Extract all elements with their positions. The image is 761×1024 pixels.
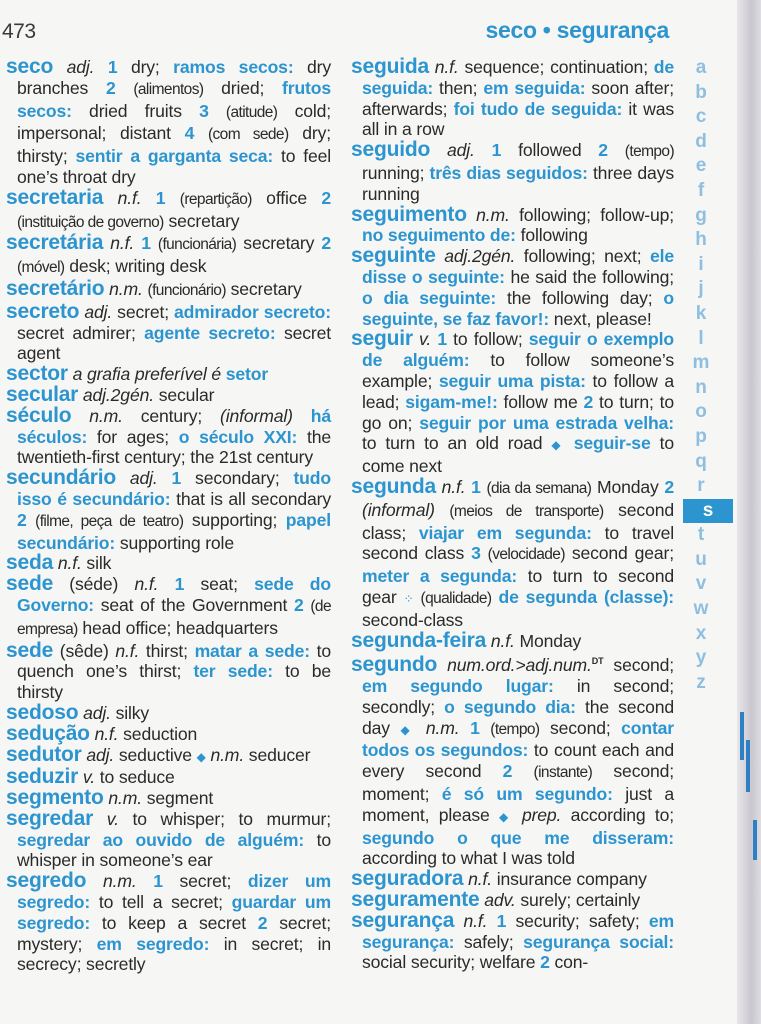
dictionary-entry: segredo n.m. 1 secret; dizer um segredo: to tell a secret; guardar um segredo: to keep a secret 2 secret; mystery; em segredo: in secret; in secrecy; secretly bbox=[6, 869, 332, 975]
index-letter-l: l bbox=[698, 327, 704, 349]
index-letter-m: m bbox=[692, 352, 710, 374]
dictionary-entry: século n.m. century; (informal) há séculos: for ages; o século XXI: the twentieth-first century; the 21st century bbox=[6, 403, 332, 468]
dictionary-entry: seguir v. 1 to follow; seguir o exemplo de alguém: to follow someone’s example; seguir uma pista: to follow a lead; sigam-me!: follow me 2 to turn; to go on; seguir por uma estrada velha: to turn to an old road ◆ seguir-se to come next bbox=[351, 327, 675, 477]
dictionary-entry: seduzir v. to seduce bbox=[6, 765, 175, 789]
dictionary-entry: seguida n.f. sequence; continuation; de seguida: then; em seguida: soon after; afterwards; foi tudo de seguida: it was all in a row bbox=[351, 55, 674, 140]
index-letter-a: a bbox=[695, 57, 707, 78]
index-letter-k: k bbox=[695, 302, 707, 324]
index-letter-x: x bbox=[695, 622, 707, 644]
index-letter-j: j bbox=[698, 278, 704, 300]
index-letter-t: t bbox=[697, 524, 705, 546]
dictionary-entry: segurança n.f. 1 security; safety; em segurança: safely; segurança social: social security; welfare 2 con- bbox=[351, 908, 674, 973]
index-letter-f: f bbox=[697, 179, 705, 201]
dictionary-entry: secretaria n.f. 1 (repartição) office 2 (instituição de governo) secretary bbox=[6, 185, 331, 231]
index-letter-q: q bbox=[695, 450, 707, 472]
page-edge bbox=[737, 0, 761, 1024]
index-letter-z: z bbox=[696, 671, 706, 693]
index-letter-o: o bbox=[695, 401, 707, 423]
dictionary-entry: secretária n.f. 1 (funcionária) secretary 2 (móvel) desk; writing desk bbox=[6, 231, 331, 277]
thumb-index-mark bbox=[753, 820, 757, 860]
index-letter-n: n bbox=[695, 376, 707, 398]
index-letter-s: s bbox=[683, 499, 733, 524]
index-letter-y: y bbox=[695, 647, 707, 669]
dictionary-entry: sedoso adj. silky bbox=[6, 700, 150, 724]
dictionary-entry: segmento n.m. segment bbox=[6, 786, 214, 810]
dictionary-entry: secretário n.m. (funcionário) secretary bbox=[6, 276, 302, 300]
index-letter-r: r bbox=[697, 475, 705, 497]
dictionary-entry: sector a grafia preferível é setor bbox=[6, 362, 269, 386]
dictionary-entry: secreto adj. secret; admirador secreto: secret admirer; agente secreto: secret agent bbox=[6, 299, 332, 364]
dictionary-entry: seguramente adv. surely; certainly bbox=[351, 887, 641, 911]
dictionary-entry: sede (sêde) n.f. thirst; matar a sede: to quench one’s thirst; ter sede: to be thirsty bbox=[6, 638, 331, 703]
dictionary-entry: seguradora n.f. insurance company bbox=[351, 867, 647, 891]
index-letter-g: g bbox=[695, 204, 707, 226]
running-head: seco • segurança bbox=[485, 17, 669, 43]
dictionary-entry: segunda-feira n.f. Monday bbox=[351, 628, 582, 652]
left-column bbox=[6, 57, 331, 975]
thumb-index-mark bbox=[746, 740, 750, 792]
dictionary-entry: seda n.f. silk bbox=[6, 551, 112, 575]
index-letter-h: h bbox=[695, 229, 707, 251]
index-letter-e: e bbox=[695, 155, 707, 177]
index-letter-w: w bbox=[693, 598, 709, 620]
dictionary-entry: seco adj. 1 dry; ramos secos: dry branches 2 (alimentos) dried; frutos secos: dried fruits 3 (atitude) cold; impersonal; distant 4 (com sede) dry; thirsty; sentir a garganta seca: to feel one’s throat dry bbox=[6, 55, 331, 187]
page-number: 473 bbox=[2, 20, 36, 43]
dictionary-entry: seguinte adj.2gén. following; next; ele disse o seguinte: he said the following; o dia seguinte: the following day; o seguinte, se faz favor!: next, please! bbox=[351, 244, 674, 329]
dictionary-entry: segredar v. to whisper; to murmur; segredar ao ouvido de alguém: to whisper in someone’s ear bbox=[6, 806, 331, 871]
index-letter-i: i bbox=[698, 253, 704, 275]
dictionary-entry: sede (séde) n.f. 1 seat; sede do Governo: seat of the Government 2 (de empresa) head office; headquarters bbox=[6, 572, 331, 638]
index-letter-b: b bbox=[695, 81, 707, 103]
thumb-index-mark bbox=[740, 712, 744, 760]
dictionary-entry: secundário adj. 1 secondary; tudo isso é secundário: that is all secondary 2 (filme, peça de teatro) supporting; papel secundário: supporting role bbox=[6, 466, 331, 553]
alphabet-index bbox=[684, 56, 718, 695]
dictionary-entry: segundo num.ord.>adj.num.$^{DT}$ second; em segundo lugar: in second; secondly; o segundo dia: the second day ◆ n.m. 1 (tempo) second; contar todos os segundos: to count each and every second 2 (instante) second; moment; é só um segundo: just a moment, please ◆ prep. according to; segundo o que me disseram: according to what I was told bbox=[351, 653, 675, 869]
right-column bbox=[351, 57, 674, 973]
dictionary-entry: sedutor adj. seductive ◆ n.m. seducer bbox=[6, 742, 311, 766]
index-letter-v: v bbox=[695, 573, 707, 595]
index-letter-d: d bbox=[695, 130, 707, 152]
dictionary-entry: seguido adj. 1 followed 2 (tempo) running; três dias seguidos: three days running bbox=[351, 138, 674, 204]
dictionary-entry: secular adj.2gén. secular bbox=[6, 382, 215, 406]
dictionary-entry: seguimento n.m. following; follow-up; no seguimento de: following bbox=[351, 202, 674, 246]
dictionary-entry: sedução n.f. seduction bbox=[6, 721, 198, 745]
dictionary-entry: segunda n.f. 1 (dia da semana) Monday 2 (informal) (meios de transporte) second class; viajar em segunda: to travel second class 3 (velocidade) second gear; meter a segunda: to turn to second gear ⁘ (qualidade) de segunda (classe): second-class bbox=[351, 474, 675, 630]
index-letter-p: p bbox=[695, 425, 707, 447]
index-letter-c: c bbox=[695, 106, 707, 128]
index-letter-u: u bbox=[695, 548, 707, 570]
